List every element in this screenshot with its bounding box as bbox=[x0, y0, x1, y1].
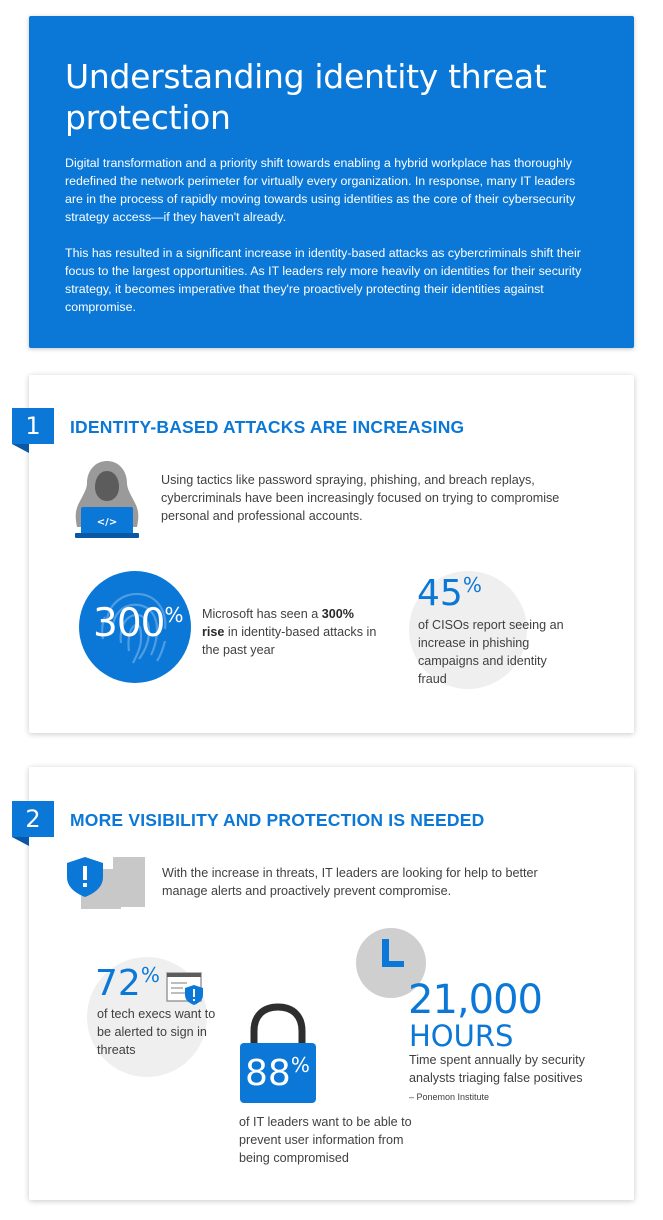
stat-21000-unit: HOURS bbox=[409, 1019, 514, 1053]
stat-21000-value: 21,000 bbox=[408, 977, 542, 1023]
stat-88-caption: of IT leaders want to be able to prevent user information from being compromised bbox=[239, 1115, 412, 1165]
stat-21000-caption: Time spent annually by security analysts triaging false positives bbox=[409, 1053, 585, 1085]
stat-21000-source: – Ponemon Institute bbox=[409, 1092, 490, 1102]
hero-paragraph-1: Digital transformation and a priority shift towards enabling a hybrid workplace has thoroughly redefined the network perimeter for virtually every organization. In response, many IT leaders are in the process of rapidly moving towards using identities as the core of their cybersecurity strategy access—if they haven't already. bbox=[65, 156, 576, 224]
section2-intro: With the increase in threats, IT leaders are looking for help to better manage alerts and proactively prevent compromise. bbox=[162, 866, 538, 898]
section-title: IDENTITY-BASED ATTACKS ARE INCREASING bbox=[70, 417, 465, 437]
section-title: MORE VISIBILITY AND PROTECTION IS NEEDED bbox=[70, 810, 485, 830]
shield-alert-icon bbox=[65, 855, 147, 911]
stat-88-value: 88% bbox=[245, 1053, 310, 1094]
stat-45-caption: of CISOs report seeing an increase in phishing campaigns and identity fraud bbox=[418, 618, 564, 686]
section-identity-attacks bbox=[25, 375, 634, 733]
stat-300-value: 300% bbox=[93, 601, 183, 646]
stat-72-caption: of tech execs want to be alerted to sign in threats bbox=[97, 1007, 216, 1057]
hacker-icon bbox=[73, 459, 141, 539]
section-visibility-protection bbox=[25, 767, 634, 1200]
section-number-badge: 2 bbox=[12, 801, 54, 837]
stat-300-caption: Microsoft has seen a 300% rise in identity-based attacks in the past year bbox=[202, 607, 377, 657]
section-number-badge: 1 bbox=[12, 408, 54, 444]
stat-300-circle bbox=[79, 571, 191, 683]
laptop-code-label: </> bbox=[96, 517, 118, 528]
hero-paragraph-2: This has resulted in a significant increase in identity-based attacks as cybercriminals shift their focus to the largest opportunities. As IT leaders rely more heavily on identities for their security strategy, it becomes imperative that they're proactively protecting their identities against compromise. bbox=[65, 246, 582, 314]
stat-72-value: 72% bbox=[95, 963, 160, 1004]
section1-intro: Using tactics like password spraying, phishing, and breach replays, cybercriminals have been increasingly focused on trying to compromise personal and professional accounts. bbox=[161, 473, 560, 523]
alert-window-icon bbox=[166, 972, 206, 1006]
stat-45-value: 45% bbox=[417, 573, 482, 614]
hero-banner bbox=[29, 16, 634, 348]
hero-title: Understanding identity threat protection bbox=[65, 57, 547, 137]
